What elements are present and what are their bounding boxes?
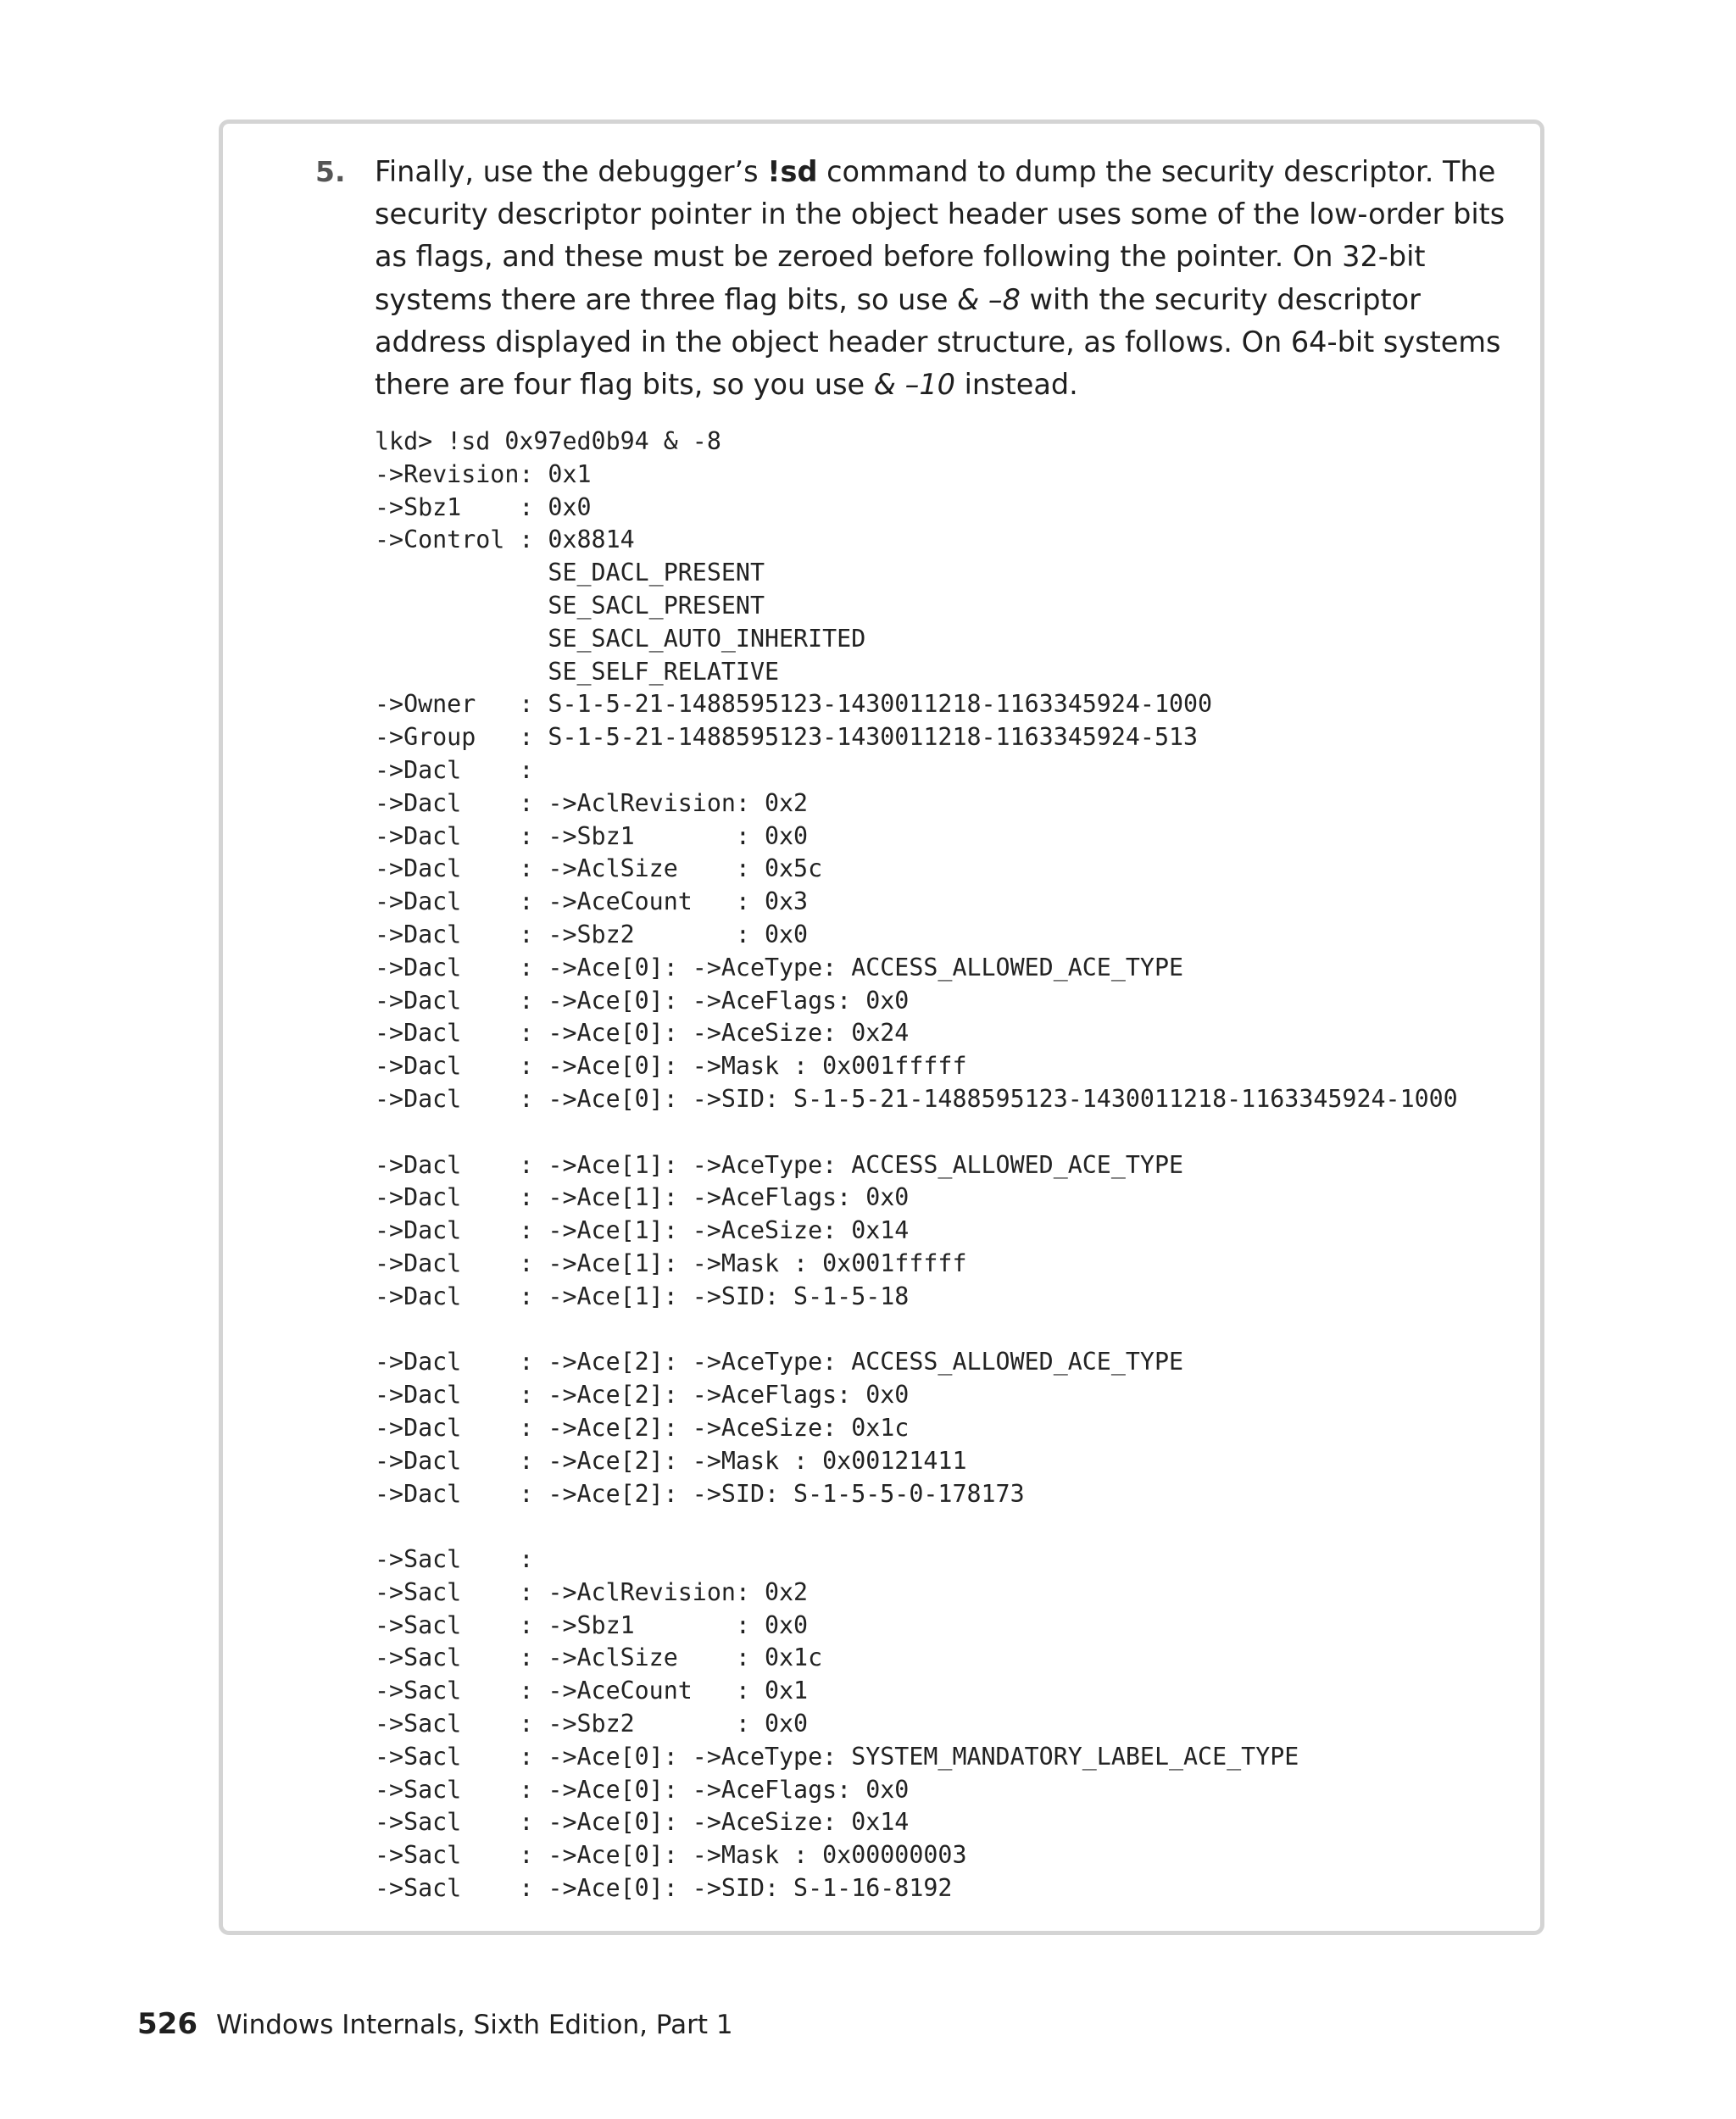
code-line: ->Sacl :	[375, 1545, 534, 1574]
code-line	[375, 1116, 1458, 1149]
step-text-part: command to dump the security descriptor. The security descriptor pointer in the object header uses some of the low-order bits as flags, and these must be zeroed before following the pointer. On 32-bit systems there are three flag bits, so use	[375, 155, 1505, 316]
code-line: SE_DACL_PRESENT	[375, 559, 765, 587]
code-line: ->Sacl : ->Ace[0]: ->Mask : 0x00000003	[375, 1841, 967, 1870]
code-line: ->Dacl : ->Ace[0]: ->AceSize: 0x24	[375, 1019, 910, 1048]
code-line: ->Sacl : ->Ace[0]: ->SID: S-1-16-8192	[375, 1874, 953, 1903]
book-title: Windows Internals, Sixth Edition, Part 1	[215, 2010, 733, 2040]
code-line: ->Sacl : ->Ace[0]: ->AceSize: 0x14	[375, 1808, 910, 1837]
code-line: ->Control : 0x8814	[375, 526, 635, 554]
code-line: ->Dacl : ->AclRevision: 0x2	[375, 788, 809, 817]
code-line: ->Dacl : ->Ace[1]: ->SID: S-1-5-18	[375, 1282, 910, 1310]
code-line: ->Revision: 0x1	[375, 459, 592, 488]
code-line: ->Dacl : ->AclSize : 0x5c	[375, 854, 823, 883]
debugger-output	[375, 425, 1458, 1905]
code-line	[375, 1314, 1458, 1347]
command-name: !sd	[767, 155, 818, 188]
code-line: ->Sacl : ->Ace[0]: ->AceFlags: 0x0	[375, 1775, 910, 1804]
step-text-part: instead.	[954, 368, 1078, 402]
code-line: ->Dacl : ->Ace[0]: ->Mask : 0x001fffff	[375, 1052, 967, 1081]
code-line: ->Dacl : ->Ace[2]: ->AceType: ACCESS_ALLOWED_ACE_TYPE	[375, 1348, 1184, 1377]
page-number: 526	[137, 2007, 198, 2041]
code-line: ->Dacl : ->Ace[2]: ->AceSize: 0x1c	[375, 1413, 910, 1442]
code-line	[375, 1510, 1458, 1543]
code-line: ->Sacl : ->AceCount : 0x1	[375, 1677, 809, 1705]
code-line: ->Dacl : ->Ace[1]: ->AceType: ACCESS_ALLOWED_ACE_TYPE	[375, 1150, 1184, 1179]
step-number: 5.	[315, 155, 346, 188]
code-line: ->Dacl : ->Ace[0]: ->AceType: ACCESS_ALLOWED_ACE_TYPE	[375, 953, 1184, 982]
step-text-part: with the security descriptor address displayed in the object header structure, as follows. On 64-bit systems there are four flag bits, so you use	[375, 282, 1501, 402]
code-line: ->Sacl : ->AclSize : 0x1c	[375, 1643, 823, 1672]
code-line: ->Sacl : ->Sbz2 : 0x0	[375, 1710, 809, 1738]
page-footer	[137, 2005, 733, 2044]
code-line: ->Dacl : ->Ace[1]: ->AceSize: 0x14	[375, 1216, 910, 1245]
code-line: ->Sacl : ->AclRevision: 0x2	[375, 1577, 809, 1606]
code-line: SE_SACL_AUTO_INHERITED	[375, 624, 866, 653]
code-line: SE_SELF_RELATIVE	[375, 657, 780, 686]
code-line: ->Dacl : ->Sbz2 : 0x0	[375, 920, 809, 948]
step-instructions	[375, 151, 1519, 406]
code-line: ->Dacl :	[375, 755, 534, 784]
code-line: ->Owner : S-1-5-21-1488595123-1430011218-1163345924-1000	[375, 690, 1213, 719]
mask-64bit: & –10	[873, 368, 955, 402]
code-line: ->Sbz1 : 0x0	[375, 492, 592, 521]
code-line: ->Dacl : ->Ace[2]: ->Mask : 0x00121411	[375, 1446, 967, 1475]
code-line: ->Sacl : ->Sbz1 : 0x0	[375, 1610, 809, 1639]
code-line: ->Dacl : ->Ace[0]: ->SID: S-1-5-21-1488595123-1430011218-1163345924-1000	[375, 1084, 1458, 1113]
code-line: ->Dacl : ->Ace[0]: ->AceFlags: 0x0	[375, 986, 910, 1015]
code-line: ->Dacl : ->AceCount : 0x3	[375, 887, 809, 916]
code-line: ->Dacl : ->Ace[2]: ->AceFlags: 0x0	[375, 1381, 910, 1410]
code-line: lkd> !sd 0x97ed0b94 & -8	[375, 427, 721, 455]
code-line: ->Dacl : ->Ace[2]: ->SID: S-1-5-5-0-178173	[375, 1479, 1025, 1508]
code-line: ->Group : S-1-5-21-1488595123-1430011218-1163345924-513	[375, 723, 1199, 752]
mask-32bit: & –8	[957, 282, 1021, 316]
step-text-part: Finally, use the debugger’s	[375, 155, 768, 188]
code-line: ->Sacl : ->Ace[0]: ->AceType: SYSTEM_MANDATORY_LABEL_ACE_TYPE	[375, 1742, 1299, 1771]
code-line: ->Dacl : ->Ace[1]: ->AceFlags: 0x0	[375, 1183, 910, 1212]
code-line: SE_SACL_PRESENT	[375, 591, 765, 620]
code-line: ->Dacl : ->Ace[1]: ->Mask : 0x001fffff	[375, 1249, 967, 1277]
code-line: ->Dacl : ->Sbz1 : 0x0	[375, 821, 809, 850]
